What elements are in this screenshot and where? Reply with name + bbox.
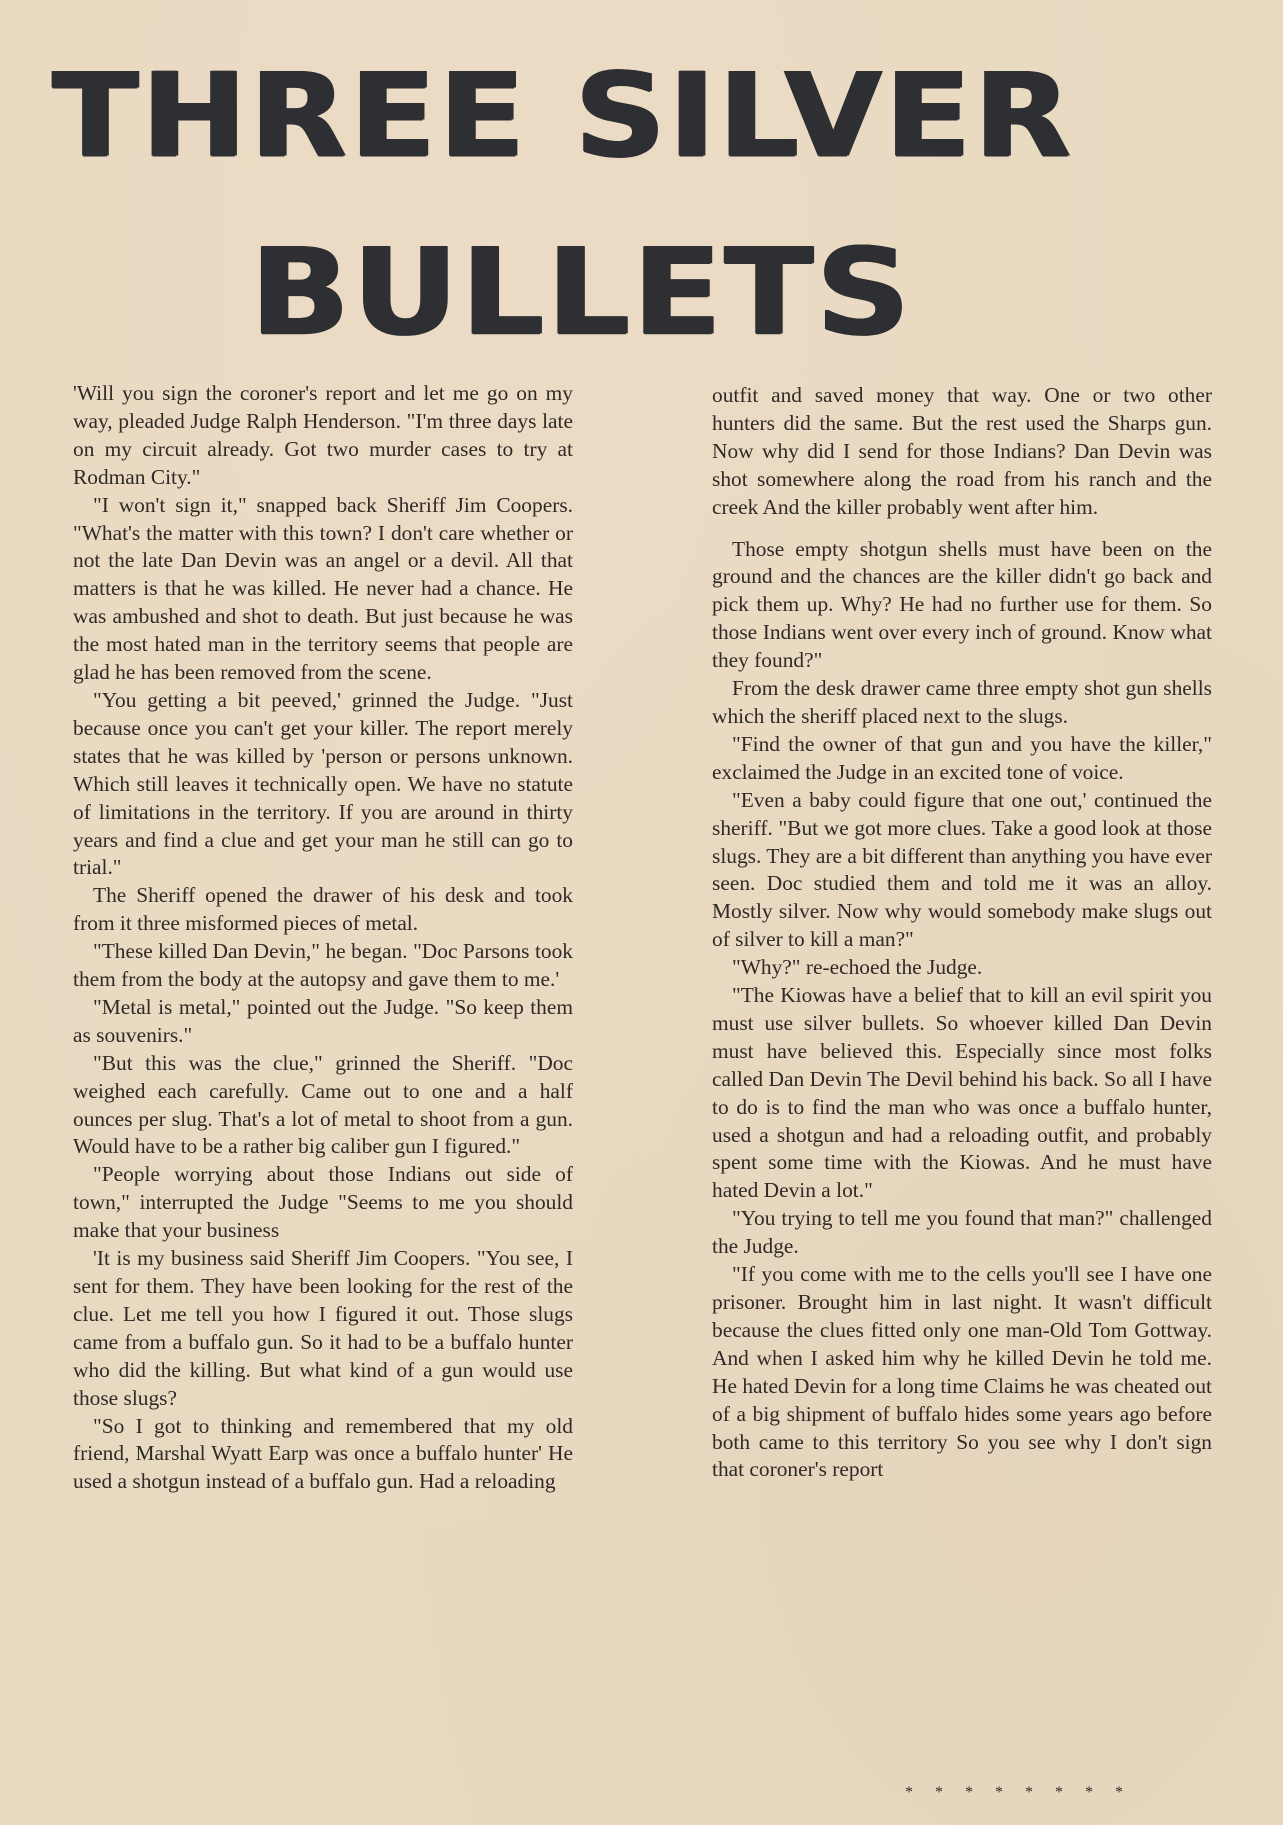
- story-title-line-1: THREE SILVER: [52, 48, 1074, 184]
- paragraph: "The Kiowas have a belief that to kill an evil spirit you must use silver bullets. So whoever killed Dan Devin must have believed this. Especially since most folks called Dan Devin The Devil behind his back. So all I have to do is to find the man who was once a buffalo hunter, used a shotgun and had a reloading outfit, and probably spent some time with the Kiowas. And he must have hated Devin a lot.": [712, 983, 1212, 1203]
- story-end-mark: * * * * * * * *: [905, 1784, 1132, 1801]
- story-title-line-2: BULLETS: [250, 222, 913, 362]
- paragraph: "If you come with me to the cells you'll see I have one prisoner. Brought him in last night. It wasn't difficult because the clues fitted only one man-Old Tom Gottway. And when I asked him why he killed Devin he told me. He hated Devin for a long time Claims he was cheated out of a big shipment of buffalo hides some years ago before both came to this territory So you see why I don't sign that coroner's report: [712, 1262, 1212, 1482]
- paragraph: "I won't sign it," snapped back Sheriff Jim Coopers. "What's the matter with this town? I don't care whether or not the late Dan Devin was an angel or a devil. All that matters is that he was killed. He never had a chance. He was ambushed and shot to death. But just because he was the most hated man in the territory seems that people are glad he has been removed from the scene.: [73, 492, 573, 685]
- left-text-column: [73, 380, 573, 1496]
- paragraph: "You getting a bit peeved,' grinned the Judge. "Just because once you can't get your killer. The report merely states that he was killed by 'person or persons unknown. Which still leaves it technically open. We have no statute of limitations in the territory. If you are around in thirty years and find a clue and get your man he still can go to trial.": [73, 687, 573, 880]
- right-text-column: [712, 382, 1212, 1484]
- paragraph: "Even a baby could figure that one out,' continued the sheriff. "But we got more clues. Take a good look at those slugs. They are a bit different than anything you have ever seen. Doc studied them and told me it was an alloy. Mostly silver. Now why would somebody make slugs out of silver to kill a man?": [712, 787, 1212, 952]
- paragraph: "Find the owner of that gun and you have the killer," exclaimed the Judge in an excited tone of voice.: [712, 731, 1212, 784]
- paragraph: 'It is my business said Sheriff Jim Coopers. "You see, I sent for them. They have been looking for the rest of the clue. Let me tell you how I figured it out. Those slugs came from a buffalo gun. So it had to be a buffalo hunter who did the killing. But what kind of a gun would use those slugs?: [73, 1246, 573, 1410]
- paragraph: From the desk drawer came three empty shot gun shells which the sheriff placed next to the slugs.: [712, 676, 1212, 728]
- paragraph: "Metal is metal," pointed out the Judge. "So keep them as souvenirs.": [73, 994, 573, 1047]
- paragraph: "People worrying about those Indians out side of town," interrupted the Judge "Seems to me you should make that your business: [73, 1162, 573, 1243]
- paragraph: The Sheriff opened the drawer of his desk and took from it three misformed pieces of metal.: [73, 883, 573, 936]
- paragraph: outfit and saved money that way. One or two other hunters did the same. But the rest used the Sharps gun. Now why did I send for those Indians? Dan Devin was shot somewhere along the road from his ranch and the creek And the killer probably went after him.: [712, 383, 1212, 519]
- paragraph: "Why?" re-echoed the Judge.: [732, 955, 983, 980]
- paragraph: Those empty shotgun shells must have been on the ground and the chances are the killer didn't go back and pick them up. Why? He had no further use for them. So those Indians went over every inch of ground. Know what they found?": [712, 536, 1212, 673]
- paragraph: "So I got to thinking and remembered that my old friend, Marshal Wyatt Earp was once a buffalo hunter' He used a shotgun instead of a buffalo gun. Had a reloading: [73, 1413, 573, 1494]
- paragraph: 'Will you sign the coroner's report and let me go on my way, pleaded Judge Ralph Henderson. "I'm three days late on my circuit already. Got two murder cases to try at Rodman City.": [73, 381, 573, 489]
- paragraph: "These killed Dan Devin," he began. "Doc Parsons took them from the body at the autopsy and gave them to me.': [73, 939, 573, 992]
- paragraph: "But this was the clue," grinned the Sheriff. "Doc weighed each carefully. Came out to one and a half ounces per slug. That's a lot of metal to shoot from a gun. Would have to be a rather big caliber gun I figured.": [73, 1050, 573, 1159]
- paragraph: "You trying to tell me you found that man?" challenged the Judge.: [712, 1206, 1212, 1259]
